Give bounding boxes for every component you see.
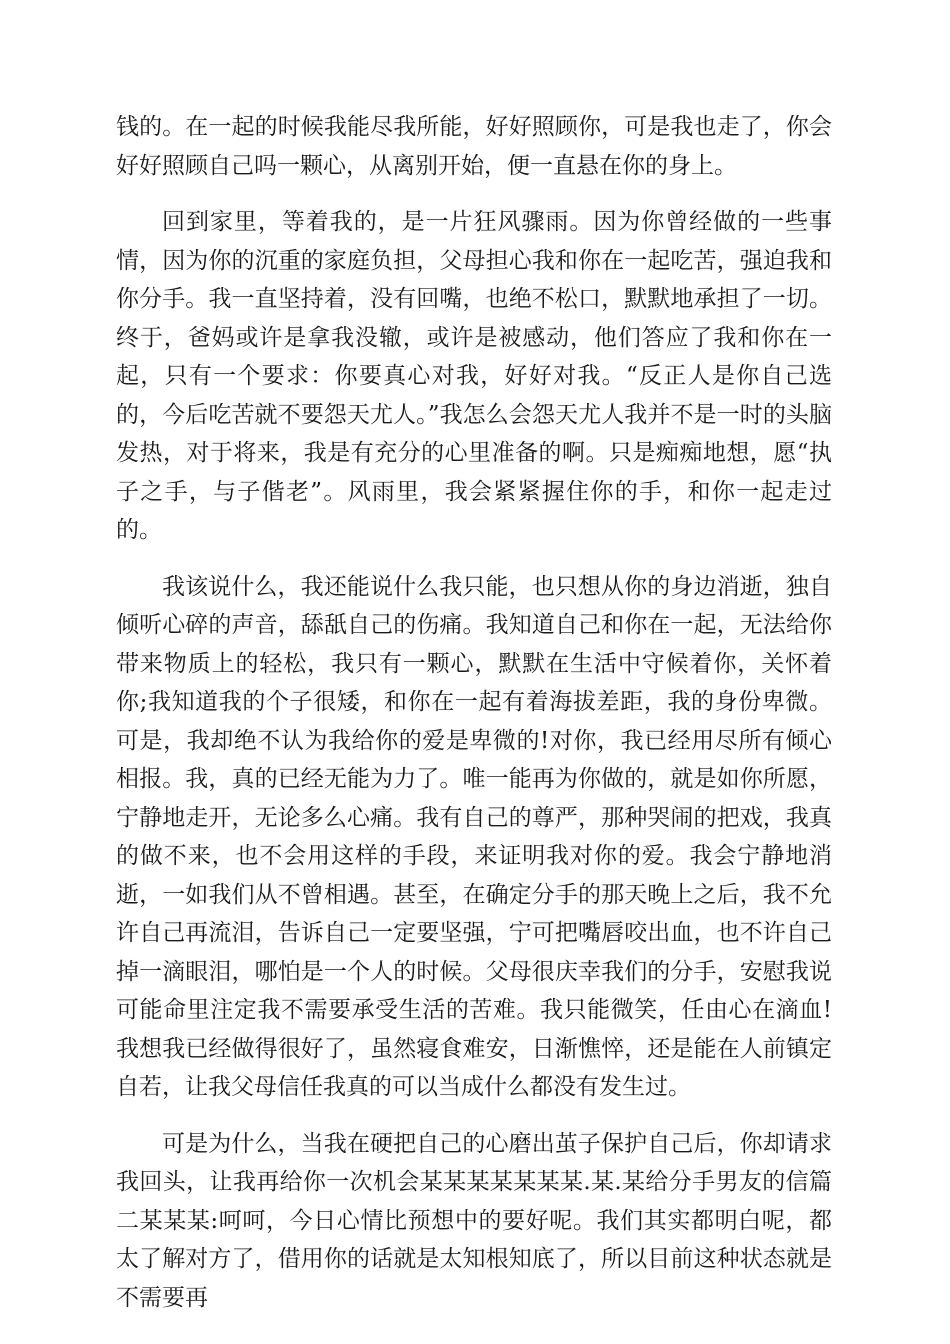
paragraph-1: 钱的。在一起的时候我能尽我所能，好好照顾你，可是我也走了，你会好好照顾自己吗一颗心，从离别开始，便一直悬在你的身上。 (116, 114, 832, 179)
document-body (116, 108, 832, 1335)
paragraph-3: 我该说什么，我还能说什么我只能，也只想从你的身边消逝，独自倾听心碎的声音，舔舐自己的伤痛。我知道自己和你在一起，无法给你带来物质上的轻松，我只有一颗心，默默在生活中守候着你，关怀着你;我知道我的个子很矮，和你在一起有着海拔差距，我的身份卑微。可是，我却绝不认为我给你的爱是卑微的!对你，我已经用尽所有倾心相报。我，真的已经无能为力了。唯一能再为你做的，就是如你所愿，宁静地走开，无论多么心痛。我有自己的尊严，那种哭闹的把戏，我真的做不来，也不会用这样的手段，来证明我对你的爱。我会宁静地消逝，一如我们从不曾相遇。甚至，在确定分手的那天晚上之后，我不允许自己再流泪，告诉自己一定要坚强，宁可把嘴唇咬出血，也不许自己掉一滴眼泪，哪怕是一个人的时候。父母很庆幸我们的分手，安慰我说可能命里注定我不需要承受生活的苦难。我只能微笑，任由心在滴血!我想我已经做得很好了，虽然寝食难安，日渐憔悴，还是能在人前镇定自若，让我父母信任我真的可以当成什么都没有发生过。 (116, 573, 832, 1100)
paragraph-2: 回到家里，等着我的，是一片狂风骤雨。因为你曾经做的一些事情，因为你的沉重的家庭负担，父母担心我和你在一起吃苦，强迫我和你分手。我一直坚持着，没有回嘴，也绝不松口，默默地承担了一切。终于，爸妈或许是拿我没辙，或许是被感动，他们答应了我和你在一起，只有一个要求：你要真心对我，好好对我。“反正人是你自己选的，今后吃苦就不要怨天尤人。”我怎么会怨天尤人我并不是一时的头脑发热，对于将来，我是有充分的心里准备的啊。只是痴痴地想，愿“执子之手，与子偕老”。风雨里，我会紧紧握住你的手，和你一起走过的。 (116, 209, 832, 543)
paragraph-4: 可是为什么，当我在硬把自己的心磨出茧子保护自己后，你却请求我回头，让我再给你一次机会某某某某某某某.某.某给分手男友的信篇二某某某:呵呵，今日心情比预想中的要好呢。我们其实都明白呢，都太了解对方了，借用你的话就是太知根知底了，所以目前这种状态就是不需要再 (116, 1130, 832, 1311)
